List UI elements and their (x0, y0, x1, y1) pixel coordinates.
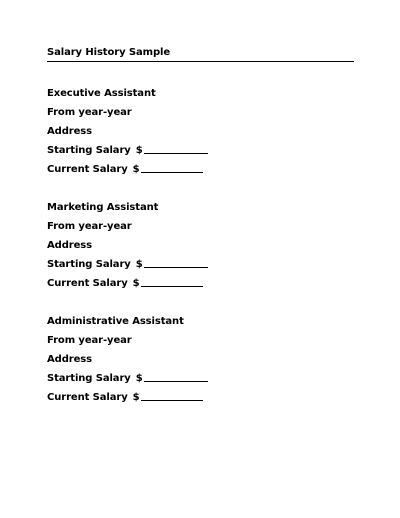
job-position-text: Marketing Assistant (47, 202, 159, 213)
job-address-text: Address (47, 354, 92, 365)
current-salary-blank[interactable] (141, 171, 203, 173)
starting-salary-row (47, 144, 347, 163)
starting-salary-row (47, 372, 347, 391)
starting-salary-currency: $ (135, 145, 143, 156)
job-section-marketing-assistant (47, 201, 347, 296)
starting-salary-row (47, 258, 347, 277)
starting-salary-label: Starting Salary (47, 145, 131, 156)
title-underline (47, 61, 354, 62)
job-dates (47, 334, 347, 353)
starting-salary-currency: $ (135, 259, 143, 270)
current-salary-label: Current Salary (47, 164, 128, 175)
current-salary-row (47, 391, 347, 410)
job-address (47, 353, 347, 372)
current-salary-row (47, 163, 347, 182)
job-position (47, 87, 347, 106)
current-salary-blank[interactable] (141, 285, 203, 287)
job-dates-text: From year-year (47, 221, 132, 232)
job-position (47, 315, 347, 334)
current-salary-blank[interactable] (141, 399, 203, 401)
current-salary-row (47, 277, 347, 296)
current-salary-currency: $ (132, 278, 140, 289)
job-address-text: Address (47, 126, 92, 137)
current-salary-currency: $ (132, 392, 140, 403)
starting-salary-label: Starting Salary (47, 259, 131, 270)
current-salary-label: Current Salary (47, 392, 128, 403)
current-salary-currency: $ (132, 164, 140, 175)
document-title: Salary History Sample (47, 47, 171, 58)
job-address (47, 125, 347, 144)
job-dates-text: From year-year (47, 107, 132, 118)
job-address (47, 239, 347, 258)
job-position-text: Administrative Assistant (47, 316, 184, 327)
starting-salary-blank[interactable] (144, 266, 208, 268)
job-section-executive-assistant (47, 87, 347, 182)
job-section-administrative-assistant (47, 315, 347, 410)
job-address-text: Address (47, 240, 92, 251)
starting-salary-currency: $ (135, 373, 143, 384)
starting-salary-blank[interactable] (144, 380, 208, 382)
starting-salary-blank[interactable] (144, 152, 208, 154)
current-salary-label: Current Salary (47, 278, 128, 289)
job-position (47, 201, 347, 220)
job-dates-text: From year-year (47, 335, 132, 346)
job-position-text: Executive Assistant (47, 88, 156, 99)
job-dates (47, 106, 347, 125)
starting-salary-label: Starting Salary (47, 373, 131, 384)
job-dates (47, 220, 347, 239)
